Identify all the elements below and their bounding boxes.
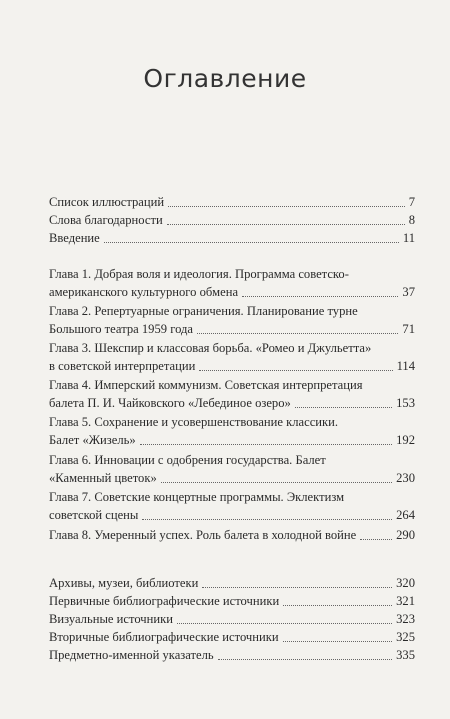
toc-chapter-1 xyxy=(49,265,415,302)
toc-entry xyxy=(49,469,415,487)
toc-entry-title: Первичные библиографические источники xyxy=(49,594,280,608)
toc-entry xyxy=(49,646,415,664)
dot-leader xyxy=(295,407,392,408)
toc-entry xyxy=(49,211,415,229)
toc-chapter-title-line1: Глава 3. Шекспир и классовая борьба. «Ромео и Джульетта» xyxy=(49,341,372,355)
dot-leader xyxy=(167,224,405,225)
toc-entry xyxy=(49,193,415,211)
toc-chapter-title-line2: «Каменный цветок» xyxy=(49,471,157,485)
toc-chapters xyxy=(49,265,415,546)
toc-entry-page: 153 xyxy=(396,396,415,410)
dot-leader xyxy=(283,641,393,642)
toc-chapter-title-line2: американского культурного обмена xyxy=(49,285,239,299)
dot-leader xyxy=(199,370,392,371)
toc-chapter-4 xyxy=(49,376,415,413)
toc-entry-title: Визуальные источники xyxy=(49,612,173,626)
dot-leader xyxy=(168,206,405,207)
dot-leader xyxy=(218,659,392,660)
page-title: Оглавление xyxy=(143,64,307,93)
dot-leader xyxy=(197,333,398,334)
toc-entry xyxy=(49,592,415,610)
toc-entry-title: Вторичные библиографические источники xyxy=(49,630,279,644)
toc-entry xyxy=(49,394,415,412)
toc-chapter-3 xyxy=(49,339,415,376)
toc-entry-title: Архивы, музеи, библиотеки xyxy=(49,576,199,590)
toc-chapter-title-line1: Глава 7. Советские концертные программы. Эклектизм xyxy=(49,490,345,504)
toc-entry-page: 71 xyxy=(402,322,415,336)
toc-entry-title: Список иллюстраций xyxy=(49,195,165,209)
toc-chapter-title-line2: в советской интерпретации xyxy=(49,359,196,373)
toc-entry-page: 7 xyxy=(408,195,415,209)
toc-chapter-6 xyxy=(49,451,415,488)
toc-chapter-title-line1: Глава 2. Репертуарные ограничения. Планирование турне xyxy=(49,304,358,318)
dot-leader xyxy=(142,519,392,520)
toc-chapter-title-line2: Глава 8. Умеренный успех. Роль балета в холодной войне xyxy=(49,528,357,542)
dot-leader xyxy=(104,242,399,243)
toc-chapter-title-line1: Глава 4. Имперский коммунизм. Советская интерпретация xyxy=(49,378,363,392)
toc-entry-page: 37 xyxy=(402,285,415,299)
dot-leader xyxy=(242,296,398,297)
toc-entry-page: 114 xyxy=(396,359,415,373)
dot-leader xyxy=(161,482,392,483)
toc-entry-page: 325 xyxy=(396,630,415,644)
toc-front-matter xyxy=(49,193,415,247)
toc-entry-page: 321 xyxy=(396,594,415,608)
dot-leader xyxy=(177,623,392,624)
toc-entry xyxy=(49,628,415,646)
toc-entry-page: 264 xyxy=(396,508,415,522)
toc-chapter-title-line2: балета П. И. Чайковского «Лебединое озеро» xyxy=(49,396,291,410)
toc-entry-page: 335 xyxy=(396,648,415,662)
toc-chapter-title-line1: Глава 6. Инновации с одобрения государства. Балет xyxy=(49,453,326,467)
toc-entry-page: 323 xyxy=(396,612,415,626)
dot-leader xyxy=(360,539,392,540)
toc-entry xyxy=(49,320,415,338)
toc-entry xyxy=(49,610,415,628)
toc-chapter-title-line1: Глава 1. Добрая воля и идеология. Программа советско- xyxy=(49,267,349,281)
toc-chapter-title-line2: советской сцены xyxy=(49,508,139,522)
toc-chapter-5 xyxy=(49,413,415,451)
toc-entry-page: 320 xyxy=(396,576,415,590)
toc-entry-title: Введение xyxy=(49,231,100,245)
toc-entry-page: 8 xyxy=(408,213,415,227)
toc-entry-title: Предметно-именной указатель xyxy=(49,648,214,662)
toc-entry-page: 230 xyxy=(396,471,415,485)
dot-leader xyxy=(140,444,392,445)
toc-entry xyxy=(49,574,415,592)
toc-entry-page: 192 xyxy=(396,433,415,447)
toc-entry-page: 290 xyxy=(396,528,415,542)
toc-chapter-title-line2: Большого театра 1959 года xyxy=(49,322,194,336)
toc-chapter-7 xyxy=(49,488,415,526)
toc-entry-page: 11 xyxy=(402,231,415,245)
toc-chapter-8 xyxy=(49,526,415,546)
toc-entry xyxy=(49,357,415,375)
toc-back-matter xyxy=(49,574,415,664)
toc-entry-title: Слова благодарности xyxy=(49,213,163,227)
dot-leader xyxy=(202,587,392,588)
toc-entry xyxy=(49,526,415,544)
toc-chapter-2 xyxy=(49,302,415,339)
toc-entry xyxy=(49,283,415,301)
dot-leader xyxy=(283,605,392,606)
toc-entry xyxy=(49,431,415,449)
toc-entry xyxy=(49,506,415,524)
toc-entry xyxy=(49,229,415,247)
toc-chapter-title-line1: Глава 5. Сохранение и усовершенствование классики. xyxy=(49,415,339,429)
toc-chapter-title-line2: Балет «Жизель» xyxy=(49,433,136,447)
